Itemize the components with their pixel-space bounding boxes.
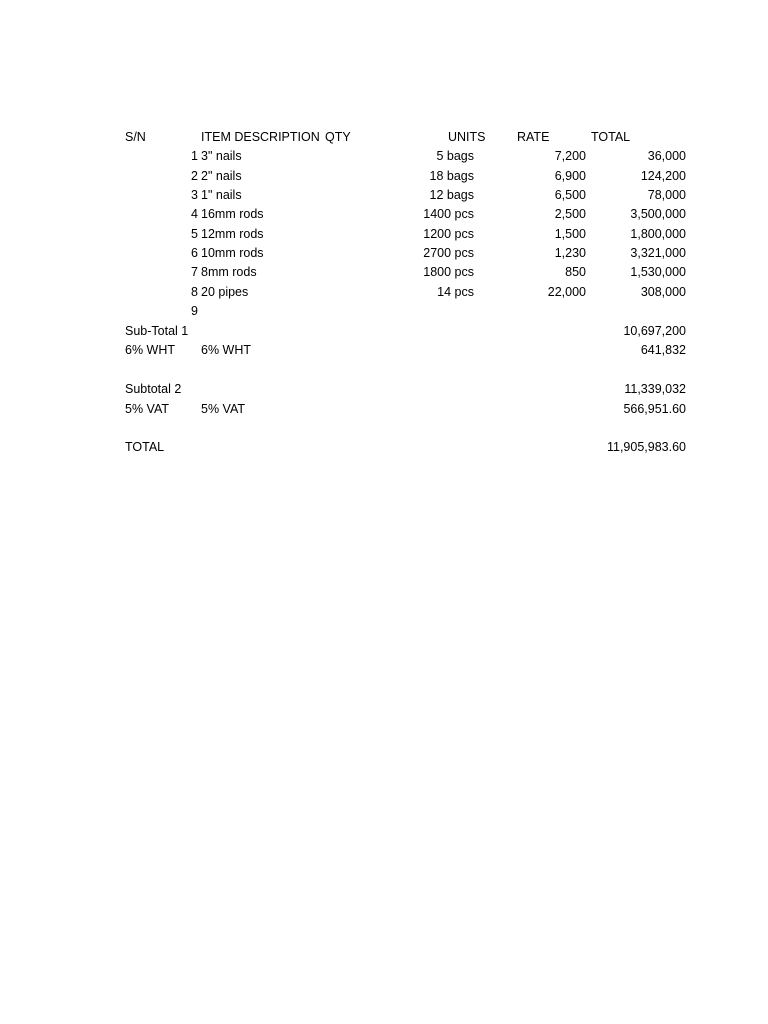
vat-row	[0, 400, 768, 418]
item-description: 20 pipes	[201, 285, 249, 299]
table-row	[0, 167, 768, 185]
table-row	[0, 225, 768, 243]
item-rate: 7,200	[554, 149, 586, 163]
item-units: 18 bags	[429, 169, 474, 183]
subtotal1-value: 10,697,200	[623, 324, 686, 338]
item-total: 1,530,000	[630, 265, 686, 279]
header-row	[0, 128, 768, 146]
item-number: 1	[191, 149, 198, 163]
item-units: 5 bags	[436, 149, 474, 163]
subtotal2-value: 11,339,032	[624, 382, 686, 396]
header-qty: QTY	[325, 130, 351, 144]
grand-total-label: TOTAL	[125, 440, 165, 454]
item-description: 1" nails	[201, 188, 242, 202]
table-row	[0, 205, 768, 223]
table-row	[0, 244, 768, 262]
item-units: 1400 pcs	[423, 207, 474, 221]
table-row	[0, 263, 768, 281]
item-description: 12mm rods	[201, 227, 264, 241]
header-sn: S/N	[125, 130, 146, 144]
item-units: 12 bags	[429, 188, 474, 202]
item-units: 1800 pcs	[423, 265, 474, 279]
item-rate: 1,230	[554, 246, 586, 260]
subtotal2-row	[0, 380, 768, 398]
vat-label-secondary: 5% VAT	[201, 402, 245, 416]
subtotal1-row	[0, 322, 768, 340]
item-description: 8mm rods	[201, 265, 257, 279]
table-row	[0, 302, 768, 320]
item-number: 4	[191, 207, 198, 221]
item-total: 308,000	[640, 285, 686, 299]
item-total: 3,500,000	[630, 207, 686, 221]
vat-value: 566,951.60	[623, 402, 686, 416]
item-rate: 850	[565, 265, 586, 279]
item-description: 3" nails	[201, 149, 242, 163]
item-total: 78,000	[647, 188, 686, 202]
item-rate: 1,500	[554, 227, 586, 241]
header-total: TOTAL	[591, 130, 631, 144]
wht-label-secondary: 6% WHT	[201, 343, 251, 357]
item-total: 1,800,000	[630, 227, 686, 241]
item-number: 8	[191, 285, 198, 299]
grand-total-row	[0, 438, 768, 456]
table-row	[0, 147, 768, 165]
item-number: 7	[191, 265, 198, 279]
header-item-description: ITEM DESCRIPTION	[201, 130, 320, 144]
item-description: 16mm rods	[201, 207, 264, 221]
item-number: 3	[191, 188, 198, 202]
item-description: 10mm rods	[201, 246, 264, 260]
item-units: 1200 pcs	[423, 227, 474, 241]
item-number: 2	[191, 169, 198, 183]
item-number: 9	[191, 304, 198, 318]
vat-label: 5% VAT	[125, 402, 169, 416]
item-rate: 22,000	[547, 285, 586, 299]
grand-total-value: 11,905,983.60	[606, 440, 686, 454]
wht-value: 641,832	[640, 343, 686, 357]
item-total: 124,200	[640, 169, 686, 183]
item-rate: 6,500	[554, 188, 586, 202]
wht-row	[0, 341, 768, 359]
wht-label: 6% WHT	[125, 343, 175, 357]
item-description: 2" nails	[201, 169, 242, 183]
item-total: 3,321,000	[630, 246, 686, 260]
table-row	[0, 186, 768, 204]
item-number: 5	[191, 227, 198, 241]
table-row	[0, 283, 768, 301]
item-rate: 6,900	[554, 169, 586, 183]
item-units: 14 pcs	[437, 285, 474, 299]
item-total: 36,000	[647, 149, 686, 163]
subtotal2-label: Subtotal 2	[125, 382, 182, 396]
header-units: UNITS	[448, 130, 486, 144]
item-number: 6	[191, 246, 198, 260]
item-rate: 2,500	[554, 207, 586, 221]
subtotal1-label: Sub-Total 1	[125, 324, 189, 338]
header-rate: RATE	[517, 130, 550, 144]
item-units: 2700 pcs	[423, 246, 474, 260]
